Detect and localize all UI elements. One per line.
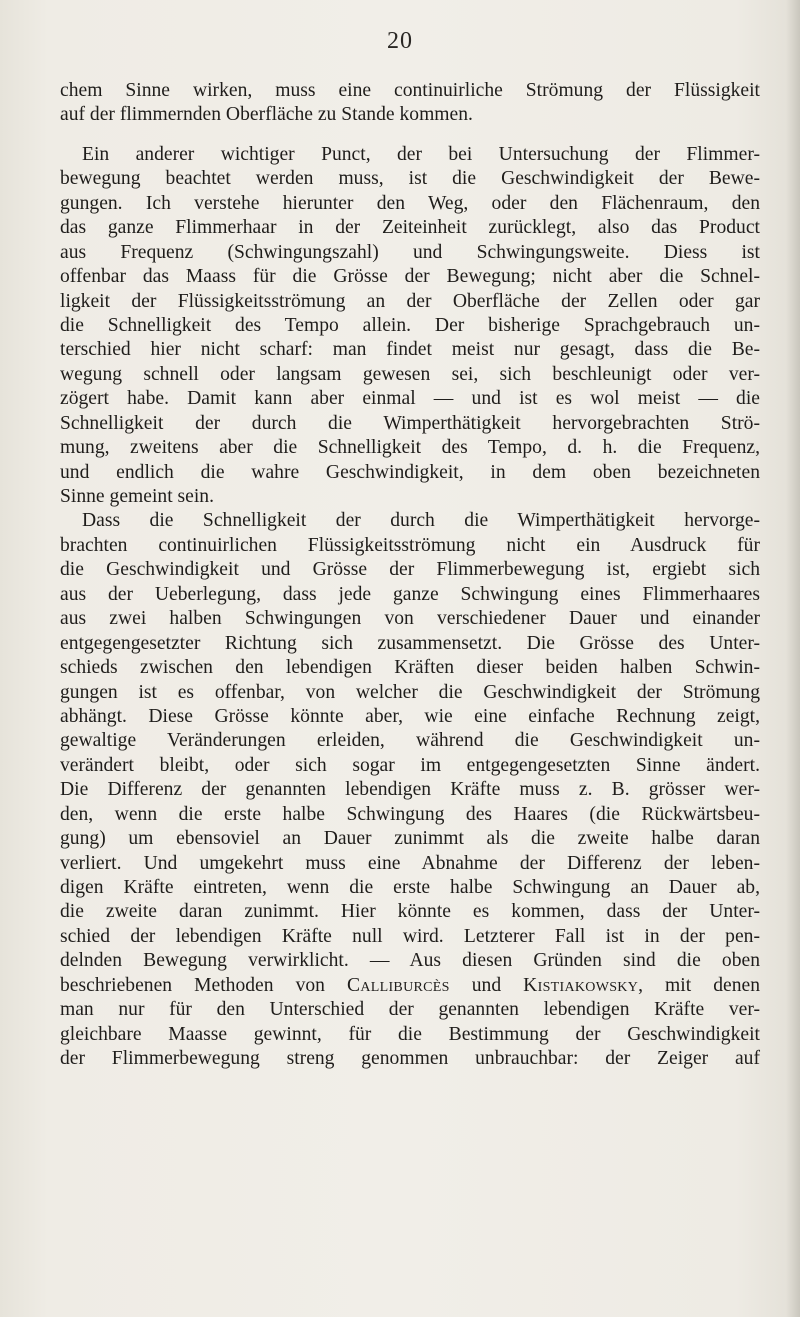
text-line: mung, zweitens aber die Schnelligkeit des Tempo, d. h. die Frequenz, [60, 437, 760, 459]
text-line: beschriebenen Methoden von Calliburcès und Kistiakowsky, mit denen [60, 974, 760, 996]
text-line: gungen ist es offenbar, von welcher die Geschwindigkeit der Strömung [60, 681, 760, 703]
text-line: Ein anderer wichtiger Punct, der bei Untersuchung der Flimmer- [82, 143, 760, 165]
text-line: wegung schnell oder langsam gewesen sei, sich beschleunigt oder ver- [60, 363, 760, 385]
text-line: den, wenn die erste halbe Schwingung des Haares (die Rückwärtsbeu- [60, 803, 760, 825]
page-edge-shadow [786, 0, 800, 1317]
text-line: digen Kräfte eintreten, wenn die erste halbe Schwingung an Dauer ab, [60, 877, 760, 898]
text-line: Schnelligkeit der durch die Wimperthätigkeit hervorgebrachten Strö- [60, 412, 760, 434]
paragraph [60, 509, 760, 1071]
text-line: gleichbare Maasse gewinnt, für die Bestimmung der Geschwindigkeit [60, 1023, 760, 1045]
paragraph [60, 79, 760, 128]
text-line: entgegengesetzter Richtung sich zusammensetzt. Die Grösse des Unter- [60, 632, 760, 654]
text-line: die zweite daran zunimmt. Hier könnte es kommen, dass der Unter- [60, 901, 760, 923]
text-line: gung) um ebensoviel an Dauer zunimmt als die zweite halbe daran [60, 828, 760, 850]
text-line: man nur für den Unterschied der genannten lebendigen Kräfte ver- [60, 999, 760, 1021]
text-line: zögert habe. Damit kann aber einmal — und ist es wol meist — die [60, 388, 760, 410]
text-line: brachten continuirlichen Flüssigkeitsströmung nicht ein Ausdruck für [60, 534, 760, 556]
text-line: schieds zwischen den lebendigen Kräften dieser beiden halben Schwin- [60, 657, 760, 679]
text-line: chem Sinne wirken, muss eine continuirliche Strömung der Flüssigkeit [60, 80, 760, 101]
text-line: aus der Ueberlegung, dass jede ganze Schwingung eines Flimmerhaares [60, 583, 760, 605]
text-line: auf der flimmernden Oberfläche zu Stande kommen. [60, 104, 473, 126]
text-line: und endlich die wahre Geschwindigkeit, in dem oben bezeichneten [60, 461, 760, 483]
body-text [60, 79, 760, 1072]
text-line: schied der lebendigen Kräfte null wird. Letzterer Fall ist in der pen- [60, 925, 760, 947]
text-line: die Schnelligkeit des Tempo allein. Der bisherige Sprachgebrauch un- [60, 314, 760, 336]
text-line: gungen. Ich verstehe hierunter den Weg, oder den Flächenraum, den [60, 192, 760, 214]
text-line: Sinne gemeint sein. [60, 486, 215, 507]
text-line: bewegung beachtet werden muss, ist die Geschwindigkeit der Bewe- [60, 168, 760, 190]
text-line: die Geschwindigkeit und Grösse der Flimmerbewegung ist, ergiebt sich [60, 559, 760, 581]
paragraph [60, 143, 760, 510]
page-number: 20 [387, 28, 413, 54]
text-line: das ganze Flimmerhaar in der Zeiteinheit zurücklegt, also das Product [60, 217, 760, 239]
text-line: der Flimmerbewegung streng genommen unbrauchbar: der Zeiger auf [60, 1048, 760, 1070]
text-line: verliert. Und umgekehrt muss eine Abnahme der Differenz der leben- [60, 852, 760, 874]
author-name: Kistiakowsky [523, 974, 639, 996]
text-line: ligkeit der Flüssigkeitsströmung an der Oberfläche der Zellen oder gar [60, 290, 760, 312]
text-line: terschied hier nicht scharf: man findet meist nur gesagt, dass die Be- [60, 339, 760, 361]
text-line: delnden Bewegung verwirklicht. — Aus diesen Gründen sind die oben [60, 950, 760, 972]
text-line: aus Frequenz (Schwingungszahl) und Schwingungsweite. Diess ist [60, 241, 760, 263]
text-line: gewaltige Veränderungen erleiden, während die Geschwindigkeit un- [60, 730, 760, 752]
text-line: offenbar das Maass für die Grösse der Bewegung; nicht aber die Schnel- [60, 266, 760, 288]
author-name: Calliburcès [346, 974, 450, 996]
text-line: abhängt. Diese Grösse könnte aber, wie eine einfache Rechnung zeigt, [60, 705, 760, 727]
text-line: aus zwei halben Schwingungen von verschiedener Dauer und einander [60, 608, 760, 630]
text-line: Die Differenz der genannten lebendigen Kräfte muss z. B. grösser wer- [60, 779, 760, 801]
text-line: verändert bleibt, oder sich sogar im entgegengesetzten Sinne ändert. [60, 754, 760, 776]
text-line: Dass die Schnelligkeit der durch die Wimperthätigkeit hervorge- [82, 510, 760, 532]
